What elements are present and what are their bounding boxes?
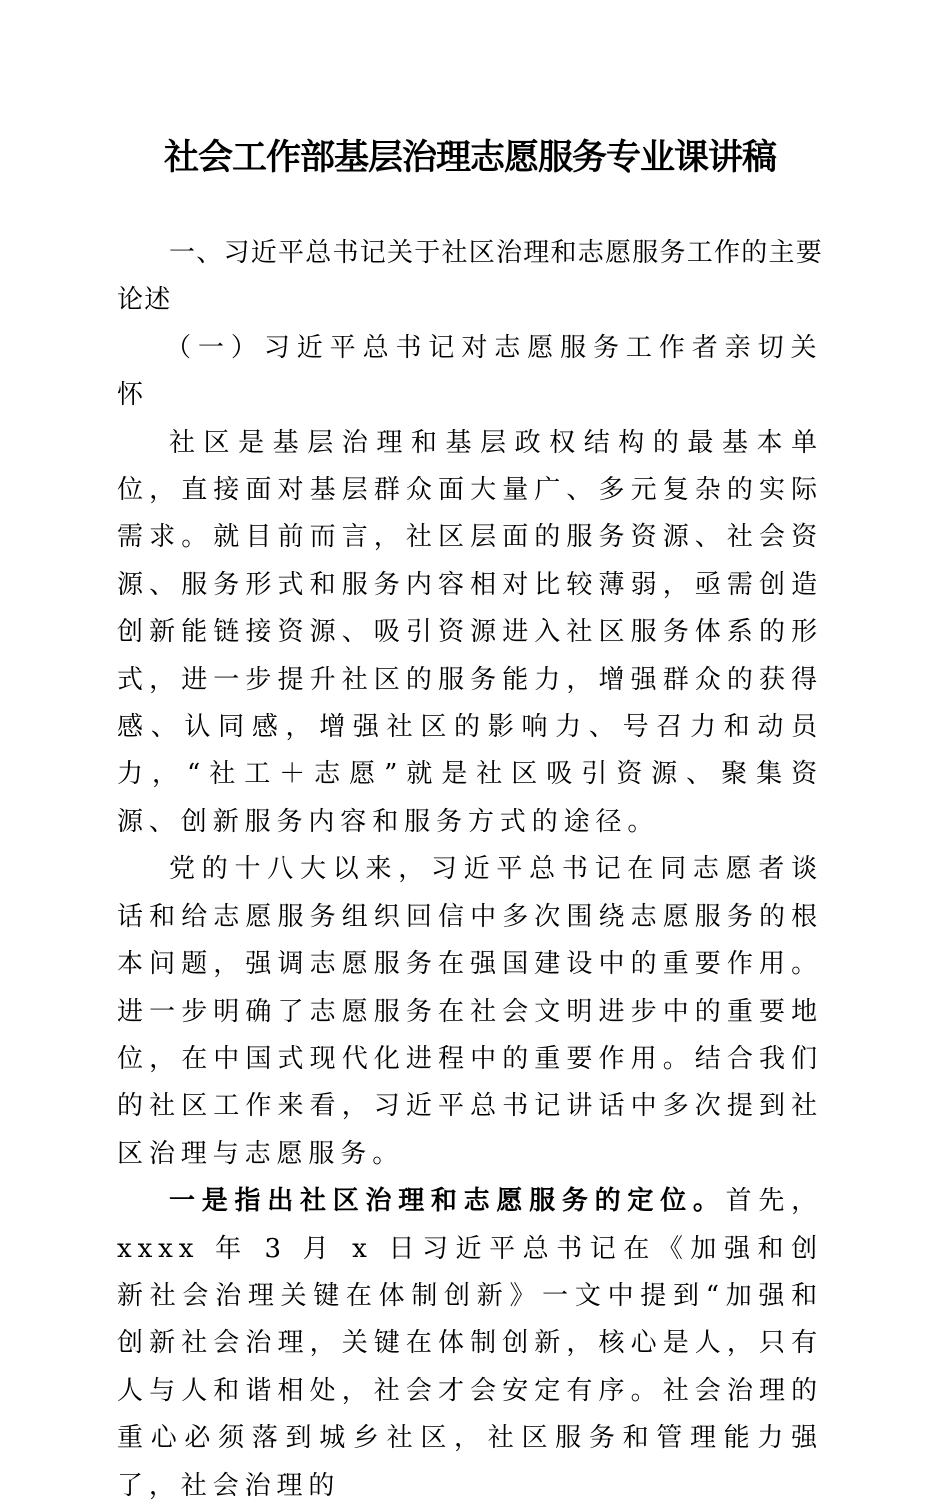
document-title: 社会工作部基层治理志愿服务专业课讲稿 xyxy=(163,137,776,178)
paragraph: 党的十八大以来，习近平总书记在同志愿者谈话和给志愿服务组织回信中多次围绕志愿服务的根本问题，强调志愿服务在强国建设中的重要作用。进一步明确了志愿服务在社会文明进步中的重要地位，在中国式现代化进程中的重要作用。结合我们的社区工作来看，习近平总书记讲话中多次提到社区治理与志愿服务。 xyxy=(117,854,823,1169)
section-heading: 一、习近平总书记关于社区治理和志愿服务工作的主要论述 xyxy=(117,238,823,316)
point-text: 首先，xxxx 年 3 月 x 日习近平总书记在《加强和创新社会治理关键在体制创新》一文中提到“加强和创新社会治理，关键在体制创新，核心是人，只有人与人和谐相处，社会才会安定有序。社会治理的重心必须落到城乡社区，社区服务和管理能力强了，社会治理的 xyxy=(117,1186,823,1501)
subsection-heading: （一）习近平总书记对志愿服务工作者亲切关怀 xyxy=(117,332,823,411)
paragraph-point xyxy=(117,1178,823,1510)
point-lead: 一是指出社区治理和志愿服务的定位。 xyxy=(169,1186,726,1217)
paragraph: 社区是基层治理和基层政权结构的最基本单位，直接面对基层群众面大量广、多元复杂的实际需求。就目前而言，社区层面的服务资源、社会资源、服务形式和服务内容相对比较薄弱，亟需创造创新能链接资源、吸引资源进入社区服务体系的形式，进一步提升社区的服务能力，增强群众的获得感、认同感，增强社区的影响力、号召力和动员力，“社工＋志愿”就是社区吸引资源、聚集资源、创新服务内容和服务方式的途径。 xyxy=(117,427,823,837)
document-body xyxy=(117,230,823,1510)
